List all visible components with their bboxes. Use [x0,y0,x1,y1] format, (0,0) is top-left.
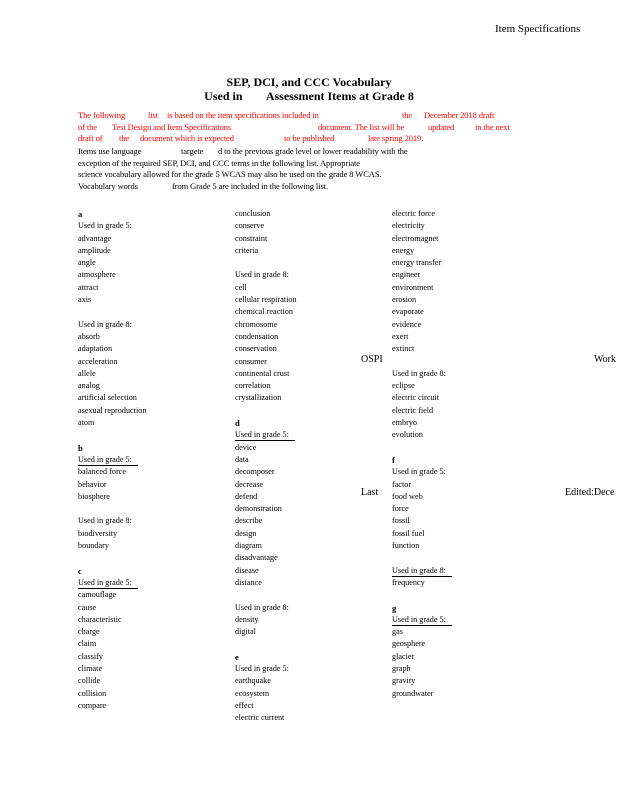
vocab-word: evidence [392,319,422,329]
grade-heading [392,565,452,577]
vocab-word: device [235,442,257,452]
vocab-word: gravity [392,676,416,686]
vocab-word: absorb [78,331,100,341]
intro-segment: document. The list will be [318,121,405,132]
vocab-word: describe [235,516,263,526]
vocab-word: cause [78,602,97,612]
vocab-word: chromosome [235,319,278,329]
grade-heading: Used in grade 8: [235,270,289,280]
grade-heading-text: Used in grade 8: [392,565,452,577]
vocab-word: correlation [235,381,271,391]
vocab-word: angle [78,258,96,268]
vocab-word: fossil fuel [392,528,425,538]
intro-segment: science vocabulary allowed for the grade 5 WCAS may also be used on the grade 8 WCAS. [78,169,382,179]
intro-segment: Test Design and Item Specifications [112,121,232,132]
vocab-word: disadvantage [235,553,278,563]
header-right: Item Specifications [495,23,581,35]
vocab-word: electric current [235,713,285,723]
intro-segment: late spring 2019. [368,133,424,143]
vocab-word: exert [392,331,409,341]
vocab-word: balanced force [78,467,126,477]
vocab-word: criteria [235,245,259,255]
grade-heading [235,429,297,441]
spacer [78,503,146,515]
vocab-word: defend [235,491,258,501]
vocab-word: fossil [392,516,410,526]
intro-segment: in the next [475,121,510,132]
vocab-word: chemical reaction [235,307,293,317]
section-letter: a [78,209,83,219]
vocab-word: demonstration [235,504,282,514]
vocab-word: continental crust [235,368,290,378]
vocab-word: camouflage [78,590,117,600]
vocab-word: characteristic [78,614,122,624]
grade-heading-text: Used in grade 5: [235,429,295,441]
vocab-word: compare [78,700,107,710]
vocab-word: density [235,614,259,624]
vocab-word: allele [78,368,96,378]
spacer [392,552,452,564]
grade-heading-text: Used in grade 5: [392,614,452,626]
vocab-word: adaptation [78,344,113,354]
section-letter: e [235,651,239,662]
vocab-word: earthquake [235,676,271,686]
intro-segment: The following [78,110,126,120]
vocab-word: attract [78,282,99,292]
spacer [235,257,297,269]
vocab-word: environment [392,282,434,292]
vocab-word: factor [392,479,412,489]
vocab-word: electromagnet [392,233,439,243]
intro-segment: targete [181,146,204,156]
side-ospi: OSPI [361,354,383,365]
vocab-word: geosphere [392,639,426,649]
vocab-word: collide [78,676,101,686]
vocab-word: conservation [235,344,277,354]
vocab-word: effect [235,700,254,710]
vocab-word: electric field [392,405,434,415]
vocab-word: distance [235,577,262,587]
spacer [235,638,297,650]
vocab-word: glacier [392,651,415,661]
grade-heading-text: Used in grade 5: [78,454,138,466]
vocab-word: acceleration [78,356,118,366]
vocab-word: energy transfer [392,258,442,268]
vocab-word: classify [78,651,104,661]
grade-heading: Used in grade 8: [78,516,132,526]
vocab-column-3 [392,208,452,700]
intro-segment: draft of [78,133,103,143]
vocab-word: biosphere [78,491,110,501]
vocab-word: digital [235,627,256,637]
vocab-word: behavior [78,479,107,489]
vocab-word: function [392,541,420,551]
vocab-word: cell [235,282,247,292]
vocab-word: electricity [392,221,425,231]
vocab-word: condensation [235,331,279,341]
vocab-word: disease [235,565,259,575]
grade-heading: Used in grade 8: [392,368,446,378]
vocab-word: diagram [235,541,262,551]
vocab-word: conclusion [235,209,271,218]
vocab-word: eclipse [392,381,415,391]
vocab-word: electric force [392,209,435,218]
spacer [235,405,297,417]
section-letter: c [78,565,82,576]
vocab-word: evolution [392,430,423,440]
page-subtitle [0,89,618,104]
vocab-word: decomposer [235,467,275,477]
vocab-word: decrease [235,479,264,489]
grade-heading: Used in grade 5: [235,663,289,673]
intro-segment: Vocabulary words [78,180,138,191]
intro-segment: from Grade 5 are included in the following list. [172,180,328,191]
intro-segment: list [148,110,158,120]
intro-segment: December 2018 draft [424,110,495,120]
vocab-word: climate [78,663,103,673]
vocab-word: consumer [235,356,267,366]
intro-segment: the [119,133,130,143]
spacer [78,429,146,441]
subtitle-part-a: Used in [204,89,243,103]
grade-heading [392,614,452,626]
page-title: SEP, DCI, and CCC Vocabulary [226,75,392,89]
vocab-word: force [392,504,409,514]
intro-segment: of the [78,121,97,132]
intro-segment: updated [428,121,455,132]
vocab-word: charge [78,627,100,637]
vocab-word: food web [392,491,423,501]
grade-heading: Used in grade 8: [78,319,132,329]
vocab-word: conserve [235,221,265,231]
vocab-word: cellular respiration [235,295,297,305]
grade-heading-text: Used in grade 5: [78,577,138,589]
vocab-word: electric circuit [392,393,440,403]
side-edited: Edited:Dece [565,487,615,498]
vocab-word: graph [392,663,411,673]
intro-segment: the [402,110,413,120]
intro-segment: is based on the item specifications included in [167,110,319,120]
intro-segment: Items use language [78,146,142,156]
grade-heading: Used in grade 5: [392,467,446,477]
side-last: Last [361,487,379,498]
vocab-word: constraint [235,233,268,243]
vocab-word: axis [78,295,92,305]
vocab-word: atom [78,418,95,428]
vocab-word: collision [78,688,107,698]
vocab-word: evaporate [392,307,424,317]
vocab-word: embryo [392,418,418,428]
vocab-word: extinct [392,344,415,354]
spacer [392,356,452,368]
side-work: Work [594,354,616,365]
vocab-word: groundwater [392,688,434,698]
intro-segment: document which is expected [140,133,234,143]
vocab-column-1 [78,208,146,712]
spacer [392,442,452,454]
vocab-word: amplitude [78,245,111,255]
vocab-word: engineer [392,270,421,280]
vocab-word: ecosystem [235,688,270,698]
grade-heading: Used in grade 5: [78,221,132,231]
vocab-word: analog [78,381,100,391]
grade-heading [78,577,146,589]
vocab-word: claim [78,639,97,649]
vocab-word: gas [392,627,403,637]
intro-segment: to be published [284,133,335,143]
vocab-word: asexual reproduction [78,405,147,415]
vocab-word: design [235,528,257,538]
vocab-word: frequency [392,577,425,587]
intro-segment: exception of the required SEP, DCI, and CCC terms in the following list. Appropriate [78,157,360,168]
section-letter: g [392,602,397,613]
intro-segment: d to the previous grade level or lower readability with the [218,146,408,156]
spacer [235,589,297,601]
vocab-word: advantage [78,233,112,243]
vocab-word: crystallization [235,393,282,403]
vocab-word: boundary [78,541,109,551]
grade-heading [78,454,146,466]
section-letter: f [392,454,395,465]
spacer [392,589,452,601]
section-letter: d [235,418,240,429]
vocab-word: atmosphere [78,270,116,280]
spacer [78,552,146,564]
vocab-word: energy [392,245,415,255]
section-letter: b [78,442,83,453]
vocab-word: erosion [392,295,417,305]
spacer [78,306,146,318]
vocab-word: artificial selection [78,393,137,403]
subtitle-part-b: Assessment Items at Grade 8 [265,89,414,103]
vocab-word: data [235,454,249,464]
vocab-column-2 [235,208,297,724]
vocab-word: biodiversity [78,528,118,538]
grade-heading: Used in grade 8: [235,602,289,612]
